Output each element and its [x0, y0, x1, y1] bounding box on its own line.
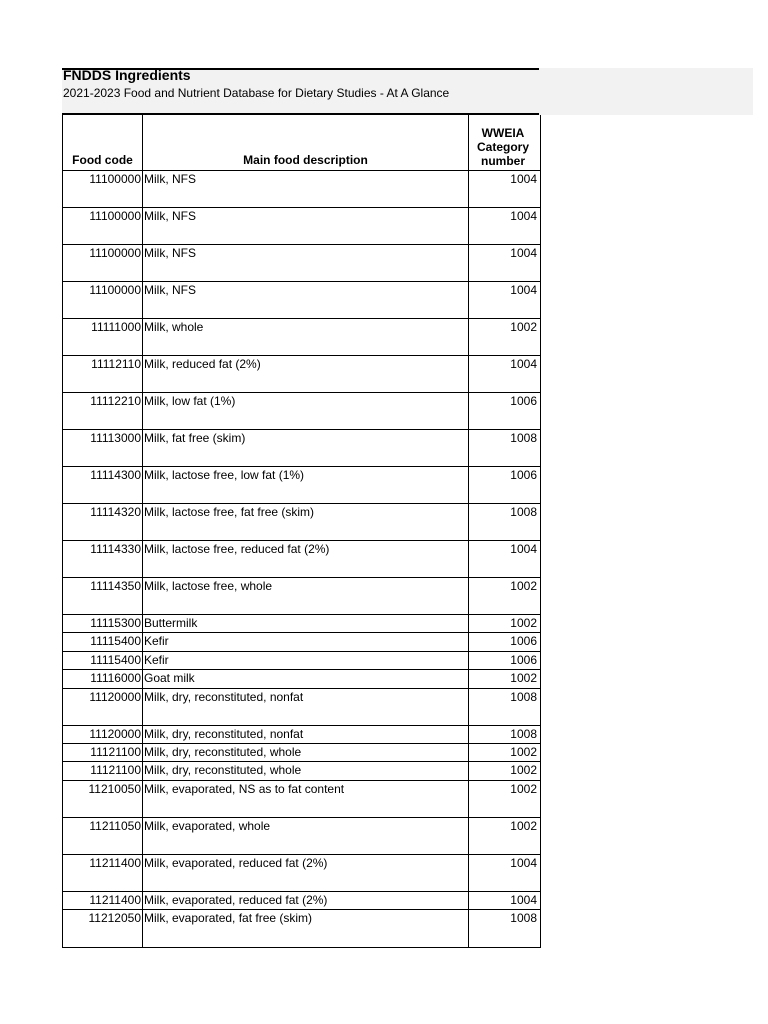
food-code-cell: 11211400 — [63, 892, 143, 909]
table-row — [63, 615, 540, 633]
table-row — [63, 467, 540, 504]
wweia-category-cell: 1004 — [510, 855, 537, 870]
table-row — [63, 282, 540, 319]
wweia-category-cell: 1004 — [510, 172, 537, 186]
food-description-cell: Milk, evaporated, reduced fat (2%) — [143, 892, 469, 909]
column-header-wweia-category-number: WWEIA Category number — [476, 126, 529, 168]
food-code-cell: 11211050 — [63, 818, 143, 854]
food-description-cell: Milk, NFS — [143, 208, 469, 244]
food-code-cell: 11121100 — [63, 762, 143, 779]
food-description-cell: Milk, low fat (1%) — [143, 393, 469, 429]
table-row — [63, 208, 540, 245]
table-row — [63, 652, 540, 670]
food-description-cell: Milk, whole — [143, 319, 469, 355]
wweia-category-cell: 1006 — [510, 468, 537, 482]
food-code-cell: 11114300 — [63, 467, 143, 503]
table-row — [63, 818, 540, 855]
food-description-cell: Milk, NFS — [143, 171, 469, 207]
wweia-category-cell: 1004 — [510, 357, 537, 371]
food-description-cell: Milk, fat free (skim) — [143, 430, 469, 466]
wweia-category-cell: 1002 — [510, 763, 537, 778]
food-description-cell: Milk, dry, reconstituted, whole — [143, 762, 469, 779]
food-code-cell: 11120000 — [63, 689, 143, 725]
table-row — [63, 504, 540, 541]
page-title: FNDDS Ingredients — [63, 67, 191, 83]
food-code-cell: 11210050 — [63, 781, 143, 817]
table-row — [63, 245, 540, 282]
wweia-category-cell: 1006 — [510, 394, 537, 408]
table-row — [63, 855, 540, 892]
food-description-cell: Milk, evaporated, NS as to fat content — [143, 781, 469, 817]
wweia-category-cell: 1006 — [510, 634, 537, 649]
wweia-category-cell: 1008 — [510, 726, 537, 741]
food-description-cell: Kefir — [143, 652, 469, 669]
wweia-category-cell: 1008 — [510, 505, 537, 519]
food-description-cell: Milk, evaporated, reduced fat (2%) — [143, 855, 469, 891]
wweia-category-cell: 1002 — [510, 616, 537, 630]
food-code-cell: 11212050 — [63, 910, 143, 947]
food-description-cell: Goat milk — [143, 670, 469, 687]
wweia-category-cell: 1002 — [510, 818, 537, 833]
food-description-cell: Milk, evaporated, whole — [143, 818, 469, 854]
wweia-category-cell: 1008 — [510, 431, 537, 445]
food-description-cell: Milk, dry, reconstituted, nonfat — [143, 726, 469, 743]
food-description-cell: Milk, NFS — [143, 282, 469, 318]
table-row — [63, 430, 540, 467]
table-row — [63, 892, 540, 910]
food-code-cell: 11114320 — [63, 504, 143, 540]
table-row — [63, 762, 540, 780]
food-description-cell: Kefir — [143, 633, 469, 650]
food-code-cell: 11100000 — [63, 208, 143, 244]
food-code-cell: 11114350 — [63, 578, 143, 614]
food-code-cell: 11112110 — [63, 356, 143, 392]
food-code-cell: 11113000 — [63, 430, 143, 466]
wweia-category-cell: 1002 — [510, 671, 537, 686]
wweia-category-cell: 1004 — [510, 283, 537, 297]
wweia-category-cell: 1006 — [510, 652, 537, 667]
table-row — [63, 541, 540, 578]
food-description-cell: Milk, lactose free, fat free (skim) — [143, 504, 469, 540]
table-row — [63, 726, 540, 744]
food-code-cell: 11115400 — [63, 633, 143, 650]
food-code-cell: 11100000 — [63, 245, 143, 281]
food-description-cell: Milk, reduced fat (2%) — [143, 356, 469, 392]
food-description-cell: Milk, dry, reconstituted, nonfat — [143, 689, 469, 725]
food-code-cell: 11115300 — [63, 615, 143, 632]
table-row — [63, 171, 540, 208]
food-description-cell: Milk, lactose free, low fat (1%) — [143, 467, 469, 503]
food-code-cell: 11100000 — [63, 171, 143, 207]
food-description-cell: Milk, NFS — [143, 245, 469, 281]
table-row — [63, 744, 540, 762]
food-code-cell: 11114330 — [63, 541, 143, 577]
food-code-cell: 11211400 — [63, 855, 143, 891]
table-row — [63, 689, 540, 726]
column-header-main-food-description: Main food description — [143, 115, 469, 170]
food-description-cell: Milk, lactose free, whole — [143, 578, 469, 614]
table-header-row — [63, 115, 540, 171]
table-row — [63, 393, 540, 430]
food-code-cell: 11116000 — [63, 670, 143, 687]
wweia-category-cell: 1008 — [510, 911, 537, 926]
table-row — [63, 633, 540, 651]
food-description-cell: Milk, evaporated, fat free (skim) — [143, 910, 469, 947]
table-row — [63, 910, 540, 947]
column-header-food-code: Food code — [63, 115, 143, 170]
food-description-cell: Milk, lactose free, reduced fat (2%) — [143, 541, 469, 577]
table-row — [63, 319, 540, 356]
wweia-category-cell: 1004 — [510, 246, 537, 260]
food-code-cell: 11115400 — [63, 652, 143, 669]
wweia-category-cell: 1008 — [510, 689, 537, 704]
food-code-cell: 11121100 — [63, 744, 143, 761]
wweia-category-cell: 1004 — [510, 892, 537, 907]
wweia-category-cell: 1004 — [510, 542, 537, 556]
table-row — [63, 578, 540, 615]
food-description-cell: Buttermilk — [143, 615, 469, 632]
wweia-category-cell: 1002 — [510, 320, 537, 334]
food-code-cell: 11112210 — [63, 393, 143, 429]
table-row — [63, 356, 540, 393]
food-code-cell: 11111000 — [63, 319, 143, 355]
page-subtitle: 2021-2023 Food and Nutrient Database for Dietary Studies - At A Glance — [63, 86, 450, 100]
table-row — [63, 670, 540, 688]
food-code-cell: 11120000 — [63, 726, 143, 743]
food-code-cell: 11100000 — [63, 282, 143, 318]
wweia-category-cell: 1002 — [510, 579, 537, 593]
table-body — [63, 171, 540, 947]
wweia-category-cell: 1002 — [510, 744, 537, 759]
ingredients-table — [62, 115, 541, 948]
food-description-cell: Milk, dry, reconstituted, whole — [143, 744, 469, 761]
wweia-category-cell: 1004 — [510, 209, 537, 223]
wweia-category-cell: 1002 — [510, 781, 537, 796]
table-row — [63, 781, 540, 818]
